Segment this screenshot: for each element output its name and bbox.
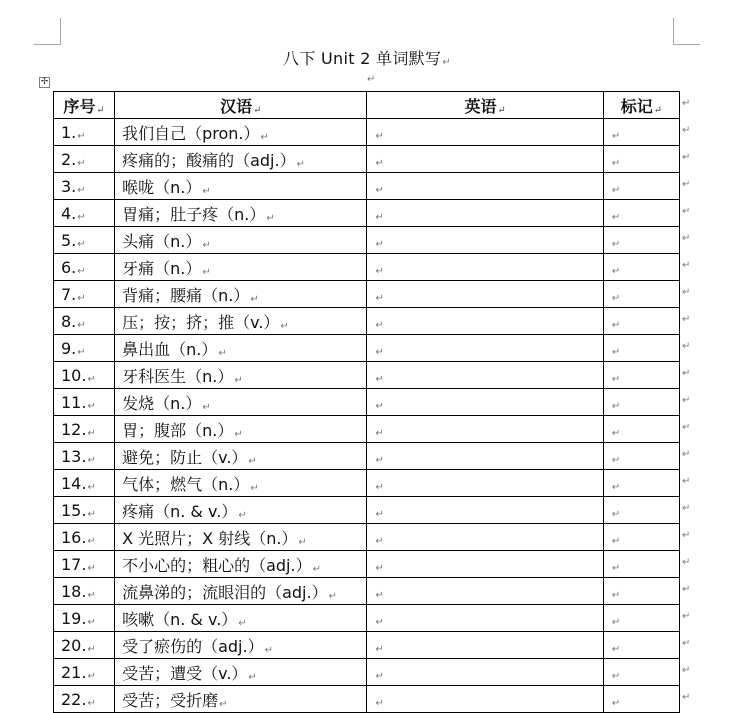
cell-end-mark-icon: ↵ (248, 671, 257, 683)
chinese-cell (115, 308, 367, 335)
cell-end-mark-icon: ↵ (298, 536, 307, 548)
number-cell (54, 605, 115, 632)
english-answer-cell[interactable] (367, 335, 603, 362)
header-english: 英语 (464, 96, 497, 116)
cell-end-mark-icon: ↵ (260, 131, 269, 143)
number-cell (54, 470, 115, 497)
english-answer-cell[interactable] (367, 362, 603, 389)
row-end-mark-icon: ↵ (682, 395, 691, 406)
number-cell (54, 551, 115, 578)
chinese-cell (115, 146, 367, 173)
chinese-meaning: 疼痛的；酸痛的（adj.） (122, 150, 296, 170)
cell-end-mark-icon: ↵ (238, 509, 247, 521)
table-header-row (54, 92, 680, 119)
number-cell (54, 632, 115, 659)
number-cell (54, 173, 115, 200)
cell-end-mark-icon: ↵ (328, 590, 337, 602)
chinese-cell (115, 173, 367, 200)
item-number: 9. (61, 338, 77, 358)
mark-cell[interactable] (603, 416, 679, 443)
english-answer-cell[interactable] (367, 119, 603, 146)
item-number: 16. (61, 527, 87, 547)
table-row (54, 389, 680, 416)
english-answer-cell[interactable] (367, 173, 603, 200)
chinese-meaning: 咳嗽（n. & v.） (122, 609, 238, 629)
table-row (54, 659, 680, 686)
cell-end-mark-icon: ↵ (77, 130, 86, 142)
cell-end-mark-icon: ↵ (611, 265, 621, 277)
paragraph-mark-icon: ↵ (367, 74, 376, 85)
cell-end-mark-icon: ↵ (266, 212, 275, 224)
mark-cell[interactable] (603, 497, 679, 524)
mark-cell[interactable] (603, 470, 679, 497)
row-end-mark-icon: ↵ (682, 503, 691, 514)
number-cell (54, 497, 115, 524)
row-end-mark-icon: ↵ (682, 449, 691, 460)
paragraph-mark-icon: ↵ (442, 57, 451, 68)
cell-end-mark-icon: ↵ (296, 158, 305, 170)
row-end-mark-icon: ↵ (682, 368, 691, 379)
cell-end-mark-icon: ↵ (375, 400, 384, 412)
table-row (54, 470, 680, 497)
mark-cell[interactable] (603, 605, 679, 632)
chinese-cell (115, 524, 367, 551)
chinese-meaning: 受了瘀伤的（adj.） (122, 636, 264, 656)
cell-end-mark-icon: ↵ (77, 184, 86, 196)
item-number: 4. (61, 203, 77, 223)
document-title-text: 八下 Unit 2 单词默写 (283, 49, 442, 68)
row-end-mark-icon: ↵ (682, 314, 691, 325)
row-end-mark-icon: ↵ (682, 206, 691, 217)
cell-end-mark-icon: ↵ (611, 157, 621, 169)
number-cell (54, 578, 115, 605)
cell-end-mark-icon: ↵ (611, 130, 621, 142)
mark-cell[interactable] (603, 308, 679, 335)
chinese-meaning: 发烧（n.） (122, 393, 202, 413)
row-end-mark-icon: ↵ (682, 341, 691, 352)
table-row (54, 551, 680, 578)
number-cell (54, 659, 115, 686)
chinese-cell (115, 335, 367, 362)
item-number: 19. (61, 608, 87, 628)
cell-end-mark-icon: ↵ (653, 104, 663, 116)
number-cell (54, 119, 115, 146)
number-cell (54, 254, 115, 281)
cell-end-mark-icon: ↵ (375, 454, 384, 466)
chinese-meaning: 疼痛（n. & v.） (122, 501, 238, 521)
chinese-cell (115, 578, 367, 605)
cell-end-mark-icon: ↵ (611, 211, 621, 223)
cell-end-mark-icon: ↵ (77, 238, 86, 250)
chinese-cell (115, 119, 367, 146)
cell-end-mark-icon: ↵ (375, 130, 384, 142)
cell-end-mark-icon: ↵ (87, 670, 96, 682)
header-mark: 标记 (620, 96, 653, 116)
cell-end-mark-icon: ↵ (375, 184, 384, 196)
cell-end-mark-icon: ↵ (202, 185, 211, 197)
english-answer-cell[interactable] (367, 605, 603, 632)
cell-end-mark-icon: ↵ (375, 265, 384, 277)
cell-end-mark-icon: ↵ (611, 346, 621, 358)
english-answer-cell[interactable] (367, 254, 603, 281)
table-row (54, 119, 680, 146)
chinese-meaning: 受苦；遭受（v.） (122, 663, 248, 683)
row-end-mark-icon: ↵ (682, 557, 691, 568)
cell-end-mark-icon: ↵ (611, 643, 621, 655)
chinese-meaning: 牙科医生（n.） (122, 366, 234, 386)
english-answer-cell[interactable] (367, 497, 603, 524)
cell-end-mark-icon: ↵ (87, 589, 96, 601)
number-cell (54, 686, 115, 713)
chinese-cell (115, 281, 367, 308)
cell-end-mark-icon: ↵ (234, 428, 243, 440)
cell-end-mark-icon: ↵ (87, 373, 96, 385)
number-cell (54, 416, 115, 443)
header-chinese: 汉语 (220, 96, 253, 116)
cell-end-mark-icon: ↵ (611, 454, 621, 466)
table-row (54, 686, 680, 713)
item-number: 14. (61, 473, 87, 493)
cell-end-mark-icon: ↵ (96, 104, 105, 116)
english-answer-cell[interactable] (367, 389, 603, 416)
english-answer-cell[interactable] (367, 146, 603, 173)
row-end-mark-icon: ↵ (682, 422, 691, 433)
cell-end-mark-icon: ↵ (497, 104, 506, 116)
table-row (54, 632, 680, 659)
page-corner-mark-top-left (34, 18, 61, 45)
table-row (54, 227, 680, 254)
cell-end-mark-icon: ↵ (375, 508, 384, 520)
cell-end-mark-icon: ↵ (611, 508, 621, 520)
english-answer-cell[interactable] (367, 551, 603, 578)
mark-cell[interactable] (603, 686, 679, 713)
english-answer-cell[interactable] (367, 524, 603, 551)
english-answer-cell[interactable] (367, 578, 603, 605)
cell-end-mark-icon: ↵ (87, 427, 96, 439)
cell-end-mark-icon: ↵ (611, 373, 621, 385)
row-end-mark-icon: ↵ (682, 665, 691, 676)
cell-end-mark-icon: ↵ (87, 535, 96, 547)
table-row (54, 281, 680, 308)
row-end-mark-icon: ↵ (682, 287, 691, 298)
cell-end-mark-icon: ↵ (375, 535, 384, 547)
cell-end-mark-icon: ↵ (375, 319, 384, 331)
chinese-meaning: 胃；腹部（n.） (122, 420, 234, 440)
mark-cell[interactable] (603, 200, 679, 227)
english-answer-cell[interactable] (367, 227, 603, 254)
number-cell (54, 335, 115, 362)
number-cell (54, 227, 115, 254)
header-cell (54, 92, 115, 119)
cell-end-mark-icon: ↵ (312, 563, 321, 575)
chinese-meaning: 避免；防止（v.） (122, 447, 248, 467)
mark-cell[interactable] (603, 146, 679, 173)
item-number: 3. (61, 176, 77, 196)
english-answer-cell[interactable] (367, 686, 603, 713)
table-row (54, 416, 680, 443)
cell-end-mark-icon: ↵ (87, 481, 96, 493)
chinese-meaning: 我们自己（pron.） (122, 123, 260, 143)
english-answer-cell[interactable] (367, 659, 603, 686)
cell-end-mark-icon: ↵ (87, 454, 96, 466)
header-cell (367, 92, 603, 119)
chinese-cell (115, 389, 367, 416)
chinese-cell (115, 254, 367, 281)
item-number: 1. (61, 122, 77, 142)
cell-end-mark-icon: ↵ (280, 320, 289, 332)
table-row (54, 362, 680, 389)
cell-end-mark-icon: ↵ (77, 292, 86, 304)
cell-end-mark-icon: ↵ (202, 401, 211, 413)
item-number: 17. (61, 554, 87, 574)
row-end-mark-icon: ↵ (682, 530, 691, 541)
row-end-mark-icon: ↵ (682, 638, 691, 649)
chinese-cell (115, 443, 367, 470)
cell-end-mark-icon: ↵ (264, 644, 273, 656)
table-body (54, 119, 680, 713)
row-end-mark-icon: ↵ (682, 692, 691, 703)
cell-end-mark-icon: ↵ (77, 157, 86, 169)
cell-end-mark-icon: ↵ (87, 400, 96, 412)
english-answer-cell[interactable] (367, 470, 603, 497)
row-end-mark-icon: ↵ (682, 233, 691, 244)
item-number: 22. (61, 689, 87, 709)
cell-end-mark-icon: ↵ (375, 427, 384, 439)
cell-end-mark-icon: ↵ (611, 697, 621, 709)
mark-cell[interactable] (603, 281, 679, 308)
cell-end-mark-icon: ↵ (611, 535, 621, 547)
number-cell (54, 281, 115, 308)
cell-end-mark-icon: ↵ (87, 643, 96, 655)
cell-end-mark-icon: ↵ (611, 400, 621, 412)
chinese-meaning: 不小心的；粗心的（adj.） (122, 555, 312, 575)
cell-end-mark-icon: ↵ (611, 319, 621, 331)
cell-end-mark-icon: ↵ (87, 697, 96, 709)
mark-cell[interactable] (603, 227, 679, 254)
chinese-cell (115, 659, 367, 686)
cell-end-mark-icon: ↵ (375, 292, 384, 304)
number-cell (54, 308, 115, 335)
chinese-cell (115, 416, 367, 443)
chinese-cell (115, 605, 367, 632)
cell-end-mark-icon: ↵ (611, 616, 621, 628)
cell-end-mark-icon: ↵ (611, 184, 621, 196)
mark-cell[interactable] (603, 578, 679, 605)
item-number: 21. (61, 662, 87, 682)
cell-end-mark-icon: ↵ (375, 373, 384, 385)
item-number: 15. (61, 500, 87, 520)
chinese-meaning: 受苦；受折磨 (122, 690, 219, 710)
number-cell (54, 389, 115, 416)
row-end-mark-icon: ↵ (682, 476, 691, 487)
cell-end-mark-icon: ↵ (253, 104, 262, 116)
row-end-mark-icon: ↵ (682, 98, 691, 109)
chinese-cell (115, 497, 367, 524)
cell-end-mark-icon: ↵ (87, 562, 96, 574)
english-answer-cell[interactable] (367, 416, 603, 443)
cell-end-mark-icon: ↵ (250, 293, 259, 305)
cell-end-mark-icon: ↵ (611, 481, 621, 493)
cell-end-mark-icon: ↵ (375, 157, 384, 169)
mark-cell[interactable] (603, 362, 679, 389)
chinese-cell (115, 227, 367, 254)
mark-cell[interactable] (603, 632, 679, 659)
mark-cell[interactable] (603, 173, 679, 200)
table-row (54, 308, 680, 335)
chinese-cell (115, 470, 367, 497)
cell-end-mark-icon: ↵ (375, 211, 384, 223)
table-row (54, 335, 680, 362)
mark-cell[interactable] (603, 659, 679, 686)
cell-end-mark-icon: ↵ (87, 616, 96, 628)
cell-end-mark-icon: ↵ (611, 427, 621, 439)
cell-end-mark-icon: ↵ (375, 481, 384, 493)
chinese-meaning: 喉咙（n.） (122, 177, 202, 197)
cell-end-mark-icon: ↵ (202, 266, 211, 278)
cell-end-mark-icon: ↵ (375, 238, 384, 250)
row-end-mark-icon: ↵ (682, 152, 691, 163)
table-move-handle-icon[interactable]: ✢ (40, 77, 49, 87)
cell-end-mark-icon: ↵ (611, 292, 621, 304)
table-row (54, 443, 680, 470)
cell-end-mark-icon: ↵ (611, 238, 621, 250)
row-end-mark-icon: ↵ (682, 179, 691, 190)
english-answer-cell[interactable] (367, 200, 603, 227)
number-cell (54, 362, 115, 389)
mark-cell[interactable] (603, 524, 679, 551)
cell-end-mark-icon: ↵ (375, 643, 384, 655)
cell-end-mark-icon: ↵ (611, 670, 621, 682)
row-end-mark-icon: ↵ (682, 125, 691, 136)
cell-end-mark-icon: ↵ (611, 562, 621, 574)
cell-end-mark-icon: ↵ (218, 347, 227, 359)
item-number: 10. (61, 365, 87, 385)
mark-cell[interactable] (603, 335, 679, 362)
mark-cell[interactable] (603, 551, 679, 578)
cell-end-mark-icon: ↵ (375, 670, 384, 682)
row-end-mark-icon: ↵ (682, 611, 691, 622)
header-cell (115, 92, 367, 119)
item-number: 5. (61, 230, 77, 250)
item-number: 20. (61, 635, 87, 655)
cell-end-mark-icon: ↵ (202, 239, 211, 251)
document-title (0, 46, 734, 69)
cell-end-mark-icon: ↵ (375, 616, 384, 628)
mark-cell[interactable] (603, 119, 679, 146)
cell-end-mark-icon: ↵ (248, 455, 257, 467)
number-cell (54, 146, 115, 173)
cell-end-mark-icon: ↵ (77, 265, 86, 277)
table-row (54, 497, 680, 524)
table-row (54, 254, 680, 281)
mark-cell[interactable] (603, 389, 679, 416)
chinese-meaning: 牙痛（n.） (122, 258, 202, 278)
cell-end-mark-icon: ↵ (250, 482, 259, 494)
item-number: 12. (61, 419, 87, 439)
cell-end-mark-icon: ↵ (77, 346, 86, 358)
item-number: 13. (61, 446, 87, 466)
number-cell (54, 524, 115, 551)
item-number: 7. (61, 284, 77, 304)
mark-cell[interactable] (603, 443, 679, 470)
chinese-meaning: 气体；燃气（n.） (122, 474, 250, 494)
chinese-cell (115, 632, 367, 659)
chinese-meaning: 流鼻涕的；流眼泪的（adj.） (122, 582, 328, 602)
cell-end-mark-icon: ↵ (611, 589, 621, 601)
item-number: 2. (61, 149, 77, 169)
chinese-meaning: X 光照片；X 射线（n.） (122, 528, 298, 548)
table-row (54, 173, 680, 200)
cell-end-mark-icon: ↵ (375, 562, 384, 574)
cell-end-mark-icon: ↵ (77, 319, 86, 331)
english-answer-cell[interactable] (367, 443, 603, 470)
chinese-meaning: 背痛；腰痛（n.） (122, 285, 250, 305)
item-number: 18. (61, 581, 87, 601)
mark-cell[interactable] (603, 254, 679, 281)
chinese-meaning: 头痛（n.） (122, 231, 202, 251)
table-row (54, 200, 680, 227)
cell-end-mark-icon: ↵ (375, 346, 384, 358)
chinese-cell (115, 362, 367, 389)
cell-end-mark-icon: ↵ (77, 211, 86, 223)
item-number: 6. (61, 257, 77, 277)
cell-end-mark-icon: ↵ (219, 698, 228, 710)
english-answer-cell[interactable] (367, 632, 603, 659)
table-row (54, 578, 680, 605)
row-end-mark-icon: ↵ (682, 584, 691, 595)
vocabulary-table (53, 91, 680, 713)
row-end-mark-icon: ↵ (682, 260, 691, 271)
chinese-meaning: 胃痛；肚子疼（n.） (122, 204, 266, 224)
number-cell (54, 200, 115, 227)
cell-end-mark-icon: ↵ (234, 374, 243, 386)
item-number: 8. (61, 311, 77, 331)
cell-end-mark-icon: ↵ (375, 697, 384, 709)
chinese-cell (115, 200, 367, 227)
chinese-meaning: 鼻出血（n.） (122, 339, 218, 359)
header-number: 序号 (63, 96, 96, 116)
page-corner-mark-top-right (673, 18, 700, 45)
cell-end-mark-icon: ↵ (87, 508, 96, 520)
cell-end-mark-icon: ↵ (238, 617, 247, 629)
chinese-cell (115, 686, 367, 713)
table-row (54, 524, 680, 551)
chinese-cell (115, 551, 367, 578)
number-cell (54, 443, 115, 470)
english-answer-cell[interactable] (367, 281, 603, 308)
english-answer-cell[interactable] (367, 308, 603, 335)
table-row (54, 146, 680, 173)
item-number: 11. (61, 392, 87, 412)
table-row (54, 605, 680, 632)
chinese-meaning: 压；按；挤；推（v.） (122, 312, 280, 332)
header-cell (603, 92, 679, 119)
cell-end-mark-icon: ↵ (375, 589, 384, 601)
